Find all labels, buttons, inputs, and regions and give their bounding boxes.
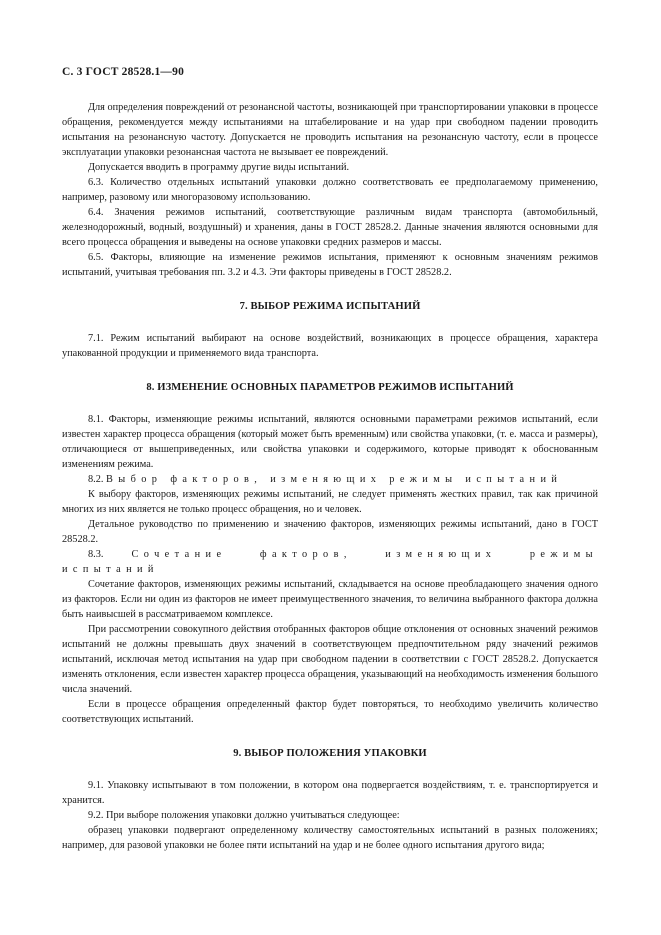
paragraph-6-4: 6.4. Значения режимов испытаний, соответствующие различным видам транспорта (автомобильный, железнодорожный, водный, воздушный) и хранения, даны в ГОСТ 28528.2. Данные значения являются основными для всего процесса обращения и выведены на основе упаковки средних размеров и массы. <box>62 207 598 248</box>
page-header: С. 3 ГОСТ 28528.1—90 <box>62 66 185 78</box>
paragraph-9-2: 9.2. При выборе положения упаковки должно учитываться следующее: <box>88 810 400 821</box>
section-heading-7: 7. ВЫБОР РЕЖИМА ИСПЫТАНИЙ <box>239 301 421 312</box>
paragraph-7-1: 7.1. Режим испытаний выбирают на основе воздействий, возникающих в процессе обращения, характера упакованной продукции и применяемого вида транспорта. <box>62 333 598 359</box>
paragraph-9-1: 9.1. Упаковку испытывают в том положении, в котором она подвергается воздействиям, т. е. транспортируется и хранится. <box>62 780 598 806</box>
subsection-number: 8.3. <box>88 549 104 560</box>
subsection-title: Сочетание факторов, изменяющих режимы испытаний <box>62 549 598 575</box>
paragraph-6-3: 6.3. Количество отдельных испытаний упаковки должно соответствовать ее предполагаемому применению, например, разовому или многоразовому использованию. <box>62 177 598 203</box>
subsection-heading-8-2 <box>62 472 598 487</box>
subsection-number: 8.2. <box>88 474 104 485</box>
section-heading-9: 9. ВЫБОР ПОЛОЖЕНИЯ УПАКОВКИ <box>233 748 427 759</box>
paragraph-8-1: 8.1. Факторы, изменяющие режимы испытаний, являются основными параметрами режимов испытаний, если известен характер процесса обращения (который может быть временным) или свойства упаковки, (т. е. масса и размеры), отличающиеся от вышеприведенных, или свойства упаковки и содержимого, которые приводят к обоснованным изменениям режима. <box>62 414 598 470</box>
paragraph: Детальное руководство по применению и значению факторов, изменяющих режимы испытаний, дано в ГОСТ 28528.2. <box>62 519 598 545</box>
paragraph: К выбору факторов, изменяющих режимы испытаний, не следует применять жестких правил, так как причиной многих из них является не только процесс обращения, но и человек. <box>62 489 598 515</box>
paragraph-6-5: 6.5. Факторы, влияющие на изменение режимов испытания, применяют к основным значениям режимов испытаний, учитывая требования пп. 3.2 и 4.3. Эти факторы приведены в ГОСТ 28528.2. <box>62 252 598 278</box>
document-body <box>62 100 598 853</box>
subsection-title: Выбор факторов, изменяющих режимы испытаний <box>106 474 563 485</box>
paragraph: При рассмотрении совокупного действия отобранных факторов общие отклонения от основных значений режимов испытаний не должны превышать двух значений в соответствующем предпочтительном ряду значений режимов испытаний, исключая метод испытания на удар при свободном падении в соответствии с ГОСТ 28528.2. Допускается изменять отклонения, если известен характер процесса обращения, указывающий на необходимость изменения большого числа значений. <box>62 624 598 695</box>
paragraph: Сочетание факторов, изменяющих режимы испытаний, складывается на основе преобладающего значения одного из факторов. Если ни один из факторов не имеет преимущественного значения, то величина выбранного фактора должна быть наивысшей в рассматриваемом комплексе. <box>62 579 598 620</box>
section-heading-8: 8. ИЗМЕНЕНИЕ ОСНОВНЫХ ПАРАМЕТРОВ РЕЖИМОВ ИСПЫТАНИЙ <box>146 382 514 393</box>
paragraph: Для определения повреждений от резонансной частоты, возникающей при транспортировании упаковки в процессе обращения, рекомендуется между испытаниями на штабелирование и на удар при свободном падении проводить испытания на резонансную частоту. Допускается не проводить испытания на резонансную частоту, если в процессе эксплуатации упаковки резонансная частота не вызывает ее повреждений. <box>62 102 598 158</box>
paragraph: образец упаковки подвергают определенному количеству самостоятельных испытаний в разных положениях; например, для разовой упаковки не более пяти испытаний на удар и не более одного испытания другого вида; <box>62 825 598 851</box>
paragraph: Если в процессе обращения определенный фактор будет повторяться, то необходимо увеличить количество соответствующих испытаний. <box>62 699 598 725</box>
subsection-heading-8-3 <box>62 547 598 577</box>
paragraph: Допускается вводить в программу другие виды испытаний. <box>88 162 350 173</box>
